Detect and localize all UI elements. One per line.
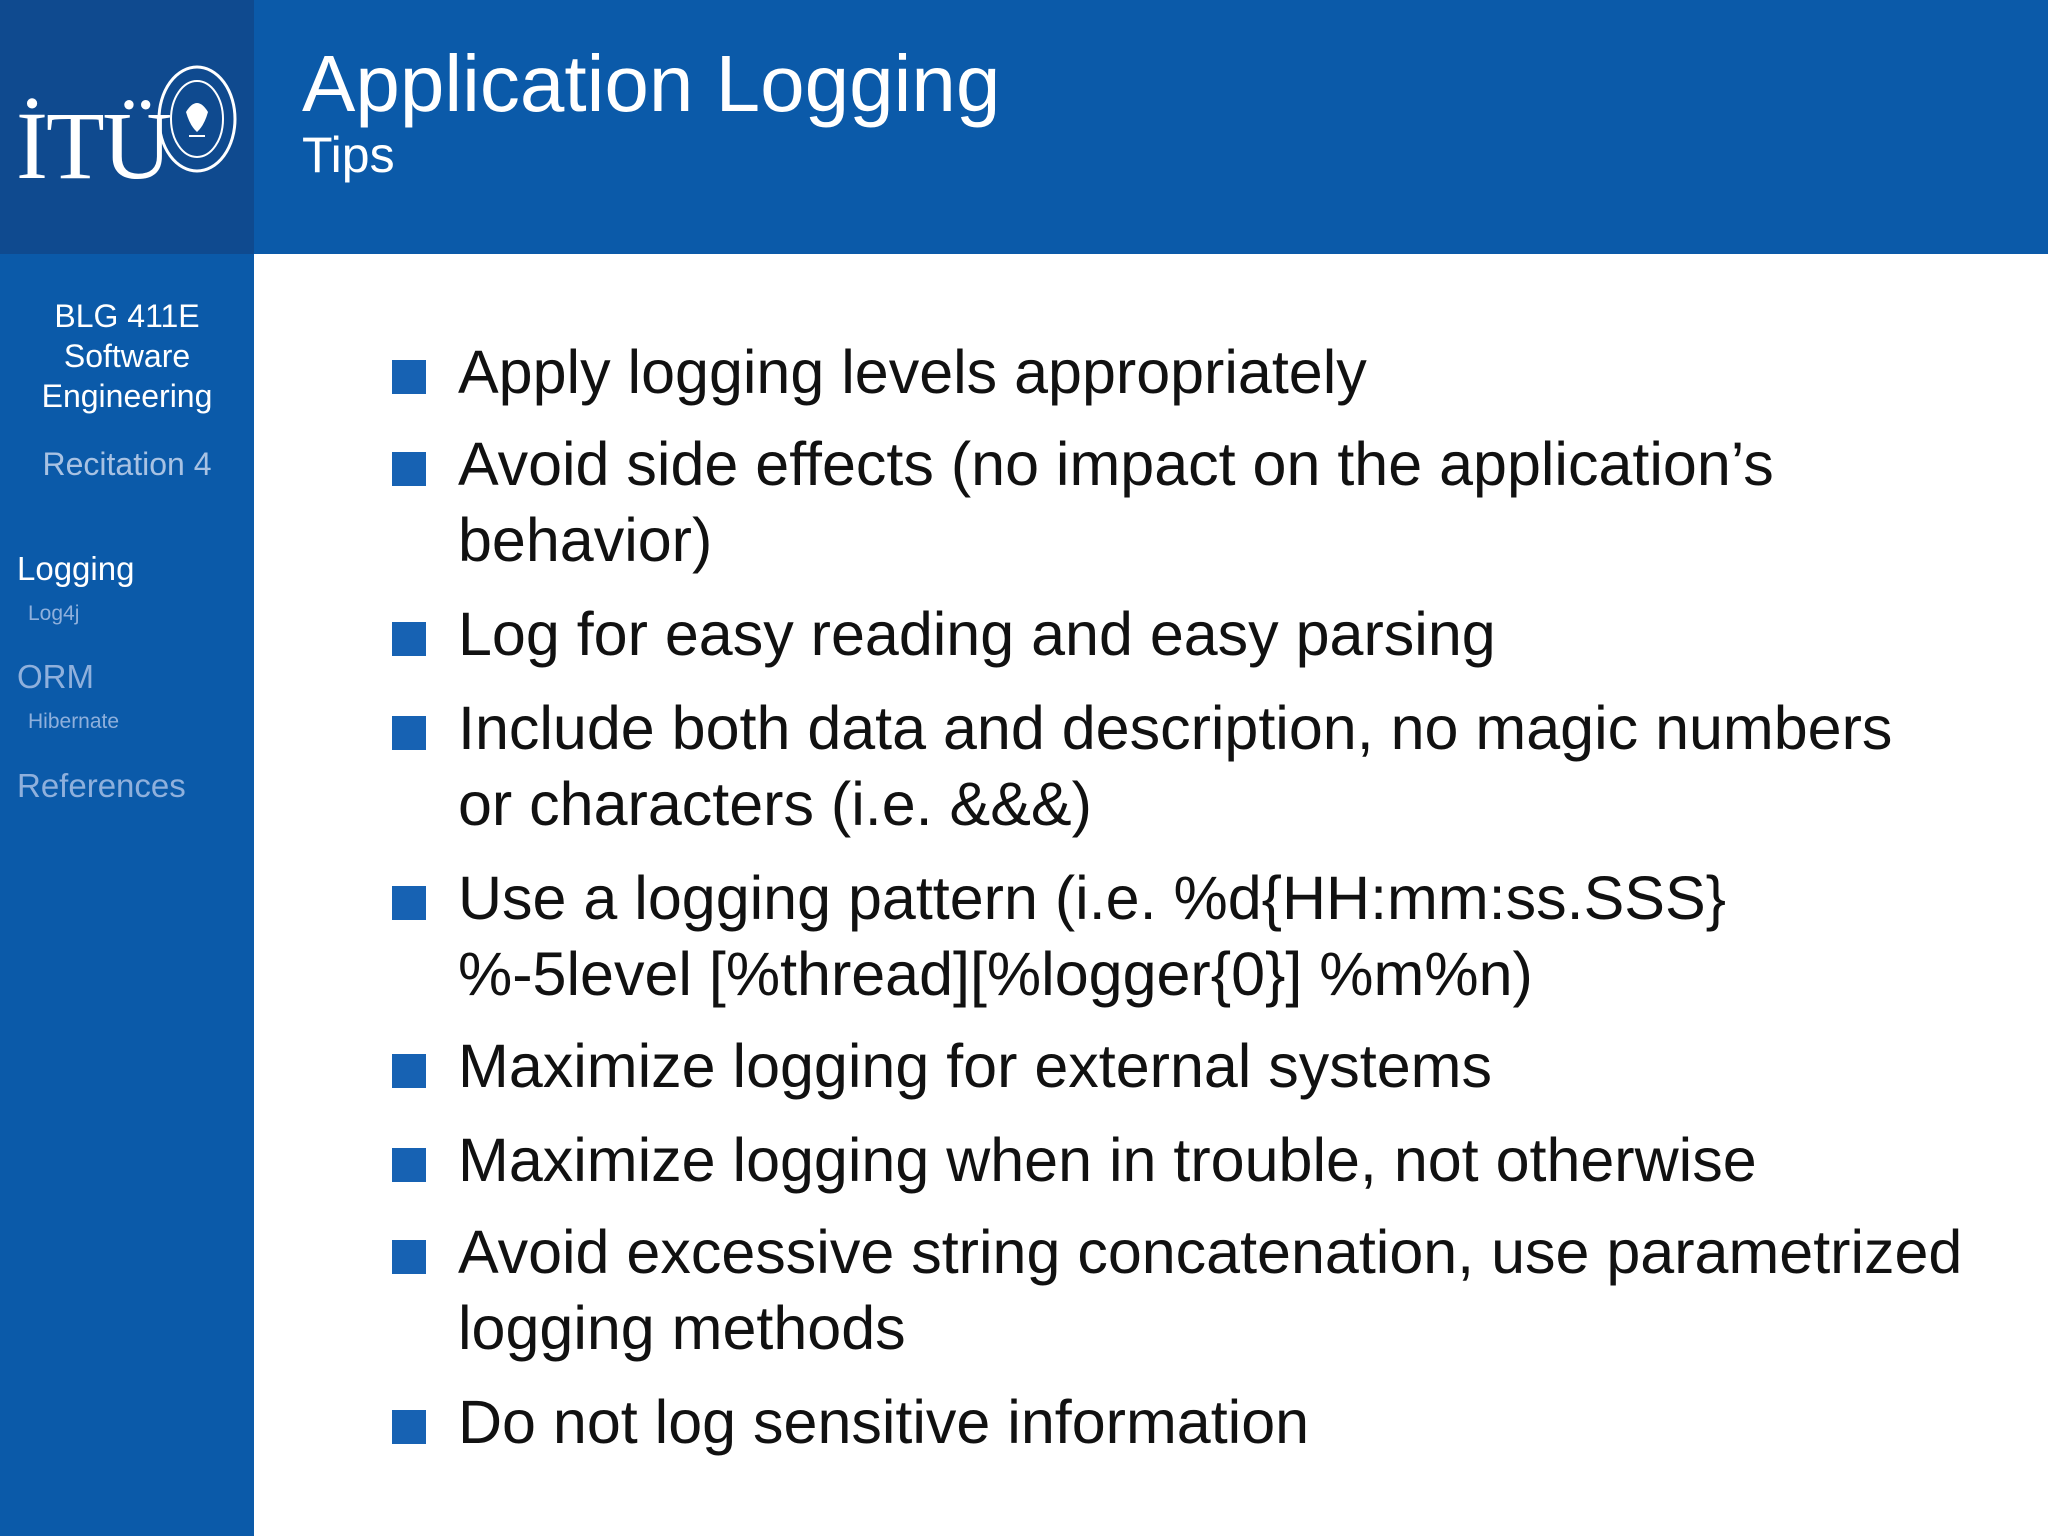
bullet-marker bbox=[392, 1410, 426, 1444]
bullet-marker bbox=[392, 452, 426, 486]
bullet-marker bbox=[392, 1240, 426, 1274]
logo-block bbox=[0, 0, 254, 254]
course-title-line1: Software bbox=[63, 338, 191, 374]
bullet-line: Avoid excessive string concatenation, use parametrized bbox=[458, 1218, 1963, 1286]
bullet-line: Log for easy reading and easy parsing bbox=[458, 600, 1496, 668]
sidebar bbox=[0, 254, 254, 1536]
sidebar-item-logging[interactable]: Logging bbox=[17, 550, 135, 587]
bullet-item bbox=[458, 334, 1367, 410]
bullet-line: behavior) bbox=[458, 506, 713, 574]
course-code: BLG 411E bbox=[54, 298, 200, 334]
bullet-marker bbox=[392, 886, 426, 920]
sidebar-item-orm[interactable]: ORM bbox=[17, 658, 94, 695]
bullet-line: Do not log sensitive information bbox=[458, 1388, 1310, 1456]
bullet-item bbox=[458, 1214, 1962, 1366]
slide-header bbox=[254, 0, 2048, 254]
recitation-label: Recitation 4 bbox=[42, 446, 212, 482]
bullet-marker bbox=[392, 1148, 426, 1182]
bullet-item bbox=[458, 1028, 1492, 1104]
sidebar-subitem-hibernate[interactable]: Hibernate bbox=[28, 710, 120, 733]
bullet-marker bbox=[392, 622, 426, 656]
bullet-line: Use a logging pattern (i.e. %d{HH:mm:ss.SSS} bbox=[458, 864, 1727, 932]
bullet-marker bbox=[392, 1054, 426, 1088]
bullet-item bbox=[458, 690, 1892, 842]
bullet-line: Include both data and description, no magic numbers bbox=[458, 694, 1893, 762]
bullet-line: Maximize logging for external systems bbox=[458, 1032, 1492, 1100]
bullet-line: logging methods bbox=[458, 1294, 906, 1362]
slide-subtitle: Tips bbox=[302, 127, 395, 183]
bullet-line: Avoid side effects (no impact on the application’s bbox=[458, 430, 1774, 498]
sidebar-item-references[interactable]: References bbox=[17, 767, 186, 804]
slide-title: Application Logging bbox=[302, 39, 1001, 128]
sidebar-subitem-log4j[interactable]: Log4j bbox=[28, 602, 80, 625]
course-name bbox=[0, 296, 254, 416]
bullet-marker bbox=[392, 360, 426, 394]
bullet-item bbox=[458, 1122, 1757, 1198]
bullet-item bbox=[458, 596, 1496, 672]
bullet-line: Maximize logging when in trouble, not otherwise bbox=[458, 1126, 1757, 1194]
itu-logo-text: İTÜ bbox=[16, 92, 170, 199]
bullet-line: Apply logging levels appropriately bbox=[458, 338, 1367, 406]
university-seal-icon bbox=[156, 64, 238, 174]
course-title-line2: Engineering bbox=[41, 378, 213, 414]
bullet-item bbox=[458, 1384, 1309, 1460]
bullet-line: or characters (i.e. &&&) bbox=[458, 770, 1092, 838]
bullet-item bbox=[458, 426, 1774, 578]
bullet-marker bbox=[392, 716, 426, 750]
bullet-line: %-5level [%thread][%logger{0}] %m%n) bbox=[458, 940, 1533, 1008]
bullet-item bbox=[458, 860, 1726, 1012]
